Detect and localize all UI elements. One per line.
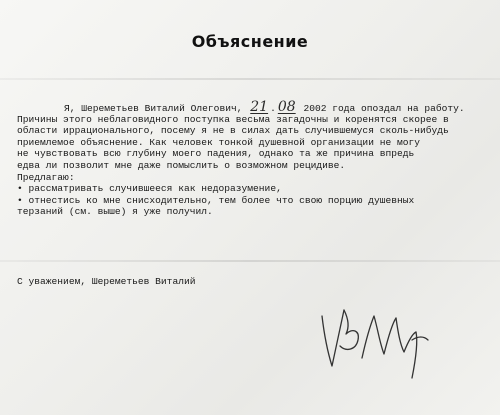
document-body [17,99,487,218]
intro-text-end: 2002 года опоздал на работу. [303,103,465,114]
body-line: Причины этого неблаговидного поступка весьма загадочны и коренятся скорее в [17,113,449,125]
intro-text: Я, Шереметьев Виталий Олегович, [64,103,243,114]
closing-line: С уважением, Шереметьев Виталий [17,276,196,287]
proposal-item: • рассматривать случившееся как недоразумение, [17,183,282,195]
proposal-label: Предлагаю: [17,171,75,183]
proposal-item-continued: терзаний (см. выше) я уже получил. [17,206,213,218]
body-line: едва ли позволит мне даже помыслить о возможном рецидиве. [17,159,346,171]
paper-fold-line [0,260,500,262]
proposal-item: • отнестись ко мне снисходительно, тем более что свою порцию душевных [17,194,415,206]
body-line: области иррационального, посему я не в силах дать случившемуся сколь-нибудь [17,125,449,137]
handwritten-month: 08 [277,99,296,115]
body-line: не чувствовать всю глубину моего падения, однако та же причина впредь [17,148,415,160]
handwritten-day: 21 [250,99,269,115]
paper-fold-line [0,78,500,80]
handwritten-signature [300,288,450,388]
body-line: Я, Шереметьев Виталий Олегович, 21 . 08 2002 года опоздал на работу. [64,99,465,115]
document-title: Объяснение [191,32,309,51]
body-line: приемлемое объяснение. Как человек тонкой душевной организации не могу [17,136,421,148]
